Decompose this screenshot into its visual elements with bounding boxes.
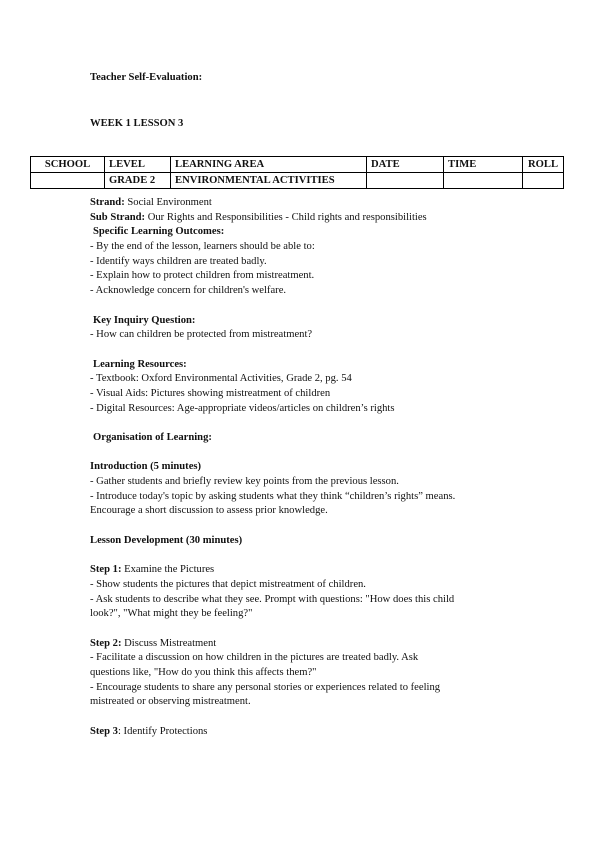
introduction-line: Encourage a short discussion to assess prior knowledge. bbox=[90, 505, 328, 517]
table-header-cell: LEVEL bbox=[105, 157, 171, 173]
step2-title: Discuss Mistreatment bbox=[121, 637, 217, 649]
table-header-cell: DATE bbox=[367, 157, 444, 173]
table-cell bbox=[367, 173, 444, 189]
introduction-line: - Gather students and briefly review key points from the previous lesson. bbox=[90, 476, 399, 488]
development-heading: Lesson Development (30 minutes) bbox=[90, 534, 243, 546]
sub-strand-label: Sub Strand: bbox=[90, 211, 146, 223]
sub-strand-line bbox=[90, 211, 560, 226]
introduction-heading: Introduction (5 minutes) bbox=[90, 461, 202, 473]
lesson-content bbox=[90, 196, 560, 739]
week-lesson-heading: WEEK 1 LESSON 3 bbox=[90, 118, 184, 129]
step2-line: questions like, "How do you think this affects them?" bbox=[90, 667, 317, 678]
organisation-heading: Organisation of Learning: bbox=[93, 432, 212, 443]
step2-title-line bbox=[90, 637, 560, 652]
strand-line bbox=[90, 196, 560, 211]
table-cell bbox=[523, 173, 564, 189]
strand-value: Social Environment bbox=[124, 197, 212, 208]
step2-line: - Encourage students to share any personal stories or experiences related to feeling bbox=[90, 681, 441, 693]
table-header-row bbox=[31, 157, 564, 173]
step1-line: - Ask students to describe what they see. Prompt with questions: "How does this child bbox=[90, 593, 455, 605]
table-header-cell: ROLL bbox=[523, 157, 564, 173]
lesson-info-table bbox=[30, 156, 564, 189]
table-cell: GRADE 2 bbox=[105, 173, 171, 189]
resource-item: - Digital Resources: Age-appropriate videos/articles on children’s rights bbox=[90, 402, 395, 414]
resource-item: - Textbook: Oxford Environmental Activities, Grade 2, pg. 54 bbox=[90, 373, 352, 385]
table-header-cell: LEARNING AREA bbox=[171, 157, 367, 173]
inquiry-heading: Key Inquiry Question: bbox=[93, 314, 196, 326]
step1-title-line bbox=[90, 563, 560, 578]
outcome-item: - By the end of the lesson, learners should be able to: bbox=[90, 241, 315, 253]
step2-line: - Facilitate a discussion on how children in the pictures are treated badly. Ask bbox=[90, 652, 419, 664]
resources-heading: Learning Resources: bbox=[93, 358, 187, 370]
resource-item: - Visual Aids: Pictures showing mistreatment of children bbox=[90, 387, 331, 399]
outcome-item: - Identify ways children are treated badly. bbox=[90, 255, 267, 267]
step1-line: look?", "What might they be feeling?" bbox=[90, 608, 253, 620]
inquiry-item: - How can children be protected from mistreatment? bbox=[90, 329, 313, 341]
table-cell bbox=[31, 173, 105, 189]
table-cell: ENVIRONMENTAL ACTIVITIES bbox=[171, 173, 367, 189]
step3-title: : Identify Protections bbox=[117, 725, 208, 737]
step1-title: Examine the Pictures bbox=[121, 564, 215, 576]
outcome-item: - Acknowledge concern for children's welfare. bbox=[90, 285, 287, 297]
step2-line: mistreated or observing mistreatment. bbox=[90, 696, 251, 708]
table-header-cell: TIME bbox=[444, 157, 523, 173]
step3-label: Step 3 bbox=[90, 725, 118, 737]
sub-strand-value: Our Rights and Responsibilities - Child rights and responsibilities bbox=[145, 211, 427, 223]
table-cell bbox=[444, 173, 523, 189]
table-header-cell: SCHOOL bbox=[31, 157, 105, 173]
step2-label: Step 2: bbox=[90, 637, 122, 649]
self-evaluation-heading: Teacher Self-Evaluation: bbox=[90, 72, 203, 83]
step3-title-line bbox=[90, 725, 560, 740]
step1-label: Step 1: bbox=[90, 564, 122, 576]
outcome-item: - Explain how to protect children from mistreatment. bbox=[90, 270, 315, 282]
strand-label: Strand: bbox=[90, 197, 125, 208]
table-row bbox=[31, 173, 564, 189]
introduction-line: - Introduce today's topic by asking students what they think “children’s rights” means. bbox=[90, 490, 456, 502]
step1-line: - Show students the pictures that depict mistreatment of children. bbox=[90, 578, 366, 590]
outcomes-heading: Specific Learning Outcomes: bbox=[93, 226, 225, 238]
